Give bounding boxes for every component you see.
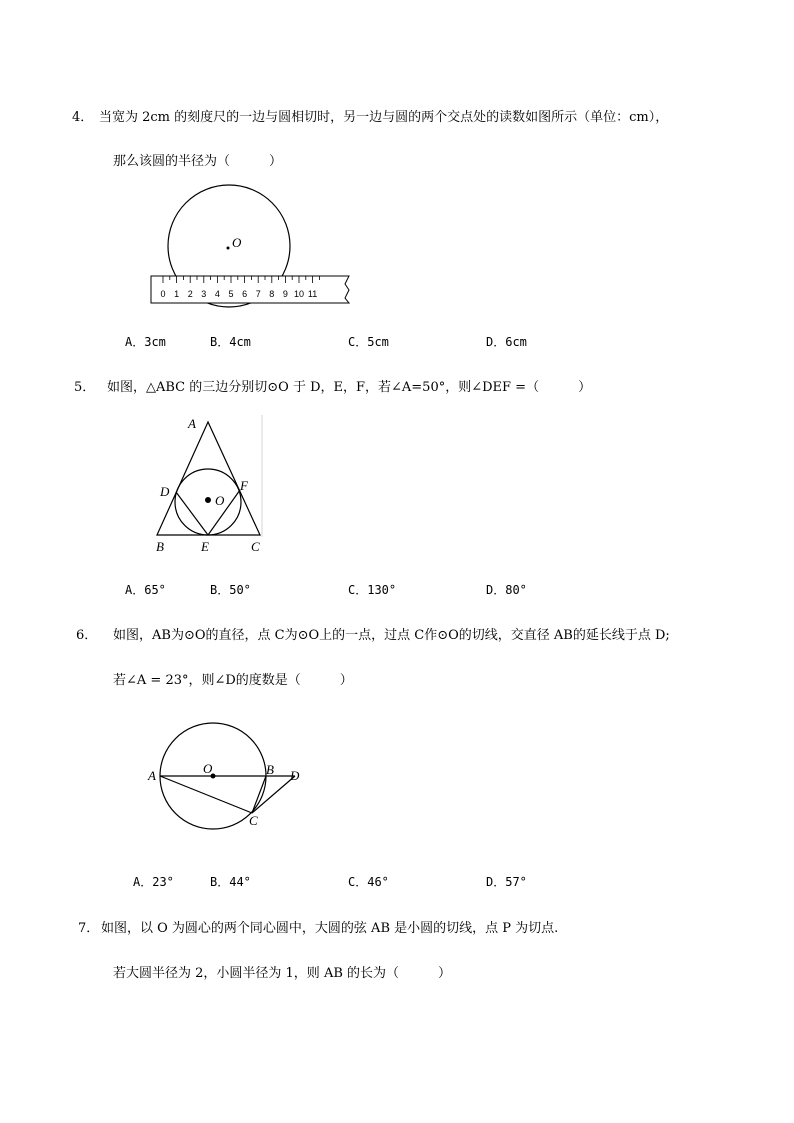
q5-number: 5． bbox=[74, 380, 96, 395]
q7-number: 7． bbox=[78, 921, 100, 936]
q6-segment-ac bbox=[160, 776, 252, 813]
q5-option-d[interactable]: D．80° bbox=[486, 583, 527, 597]
q4-ruler bbox=[151, 276, 349, 303]
q5-label-a: A bbox=[188, 416, 196, 431]
ruler-tick-label: 4 bbox=[214, 289, 220, 299]
q6-label-c: C bbox=[249, 813, 258, 828]
q5-segment-de bbox=[176, 492, 208, 535]
q5-option-c[interactable]: C．130° bbox=[348, 583, 397, 597]
q5-label-c: C bbox=[251, 539, 260, 554]
q4-figure-circle-ruler bbox=[148, 184, 358, 304]
q6-option-b[interactable]: B．44° bbox=[210, 875, 251, 889]
ruler-tick-label: 6 bbox=[242, 289, 248, 299]
q5-label-o: O bbox=[215, 493, 225, 508]
q5-label-f: F bbox=[240, 478, 248, 493]
q5-option-b[interactable]: B．50° bbox=[210, 583, 251, 597]
q6-label-a: A bbox=[148, 768, 156, 783]
q5-label-e: E bbox=[201, 539, 209, 554]
ruler-tick-label: 5 bbox=[228, 289, 234, 299]
q4-text-line2: 那么该圆的半径为（ ） bbox=[113, 154, 283, 169]
q7-text-line1: 如图，以 O 为圆心的两个同心圆中，大圆的弦 AB 是小圆的切线，点 P 为切点. bbox=[101, 921, 559, 936]
ruler-tick-label: 10 bbox=[293, 289, 305, 299]
ruler-tick-label: 3 bbox=[201, 289, 207, 299]
q6-option-d[interactable]: D．57° bbox=[486, 875, 527, 889]
q6-label-d: D bbox=[290, 768, 300, 783]
q5-option-a[interactable]: A．65° bbox=[125, 583, 166, 597]
q5-label-d: D bbox=[160, 484, 170, 499]
q4-number: 4． bbox=[72, 110, 94, 125]
q4-text-line1: 当宽为 2cm 的刻度尺的一边与圆相切时，另一边与圆的两个交点处的读数如图所示（单位：cm）， bbox=[99, 110, 669, 125]
q5-center-dot bbox=[205, 497, 211, 503]
q4-option-a[interactable]: A．3cm bbox=[125, 335, 166, 349]
q5-text-line1: 如图，△ABC 的三边分别切⊙O 于 D，E，F，若∠A=50°，则∠DEF =（ ） bbox=[107, 380, 592, 395]
ruler-tick-label: 8 bbox=[269, 289, 275, 299]
q4-option-b[interactable]: B．4cm bbox=[210, 335, 251, 349]
q4-center-label: O bbox=[232, 235, 242, 250]
q7-text-line2: 若大圆半径为 2，小圆半径为 1，则 AB 的长为（ ） bbox=[113, 966, 452, 981]
ruler-tick-label: 1 bbox=[174, 289, 180, 299]
ruler-tick-label: 0 bbox=[160, 289, 166, 299]
q6-figure-circle-tangent bbox=[145, 712, 315, 852]
q6-text-line1: 如图，AB为⊙O的直径，点 C为⊙O上的一点，过点 C作⊙O的切线，交直径 AB的延长线于点 D; bbox=[113, 628, 670, 643]
ruler-tick-label: 2 bbox=[187, 289, 193, 299]
q6-option-c[interactable]: C．46° bbox=[348, 875, 389, 889]
ruler-tick-label: 9 bbox=[282, 289, 288, 299]
q6-label-o: O bbox=[203, 761, 213, 776]
q5-label-b: B bbox=[156, 539, 164, 554]
q6-text-line2: 若∠A = 23°，则∠D的度数是（ ） bbox=[113, 673, 353, 688]
ruler-tick-label: 7 bbox=[255, 289, 261, 299]
q4-option-c[interactable]: C．5cm bbox=[348, 335, 389, 349]
q6-label-b: B bbox=[266, 762, 274, 777]
q4-center-dot bbox=[227, 247, 230, 250]
ruler-tick-label: 11 bbox=[307, 289, 318, 299]
q4-option-d[interactable]: D．6cm bbox=[486, 335, 527, 349]
q6-option-a[interactable]: A．23° bbox=[133, 875, 174, 889]
q5-figure-triangle-incircle bbox=[152, 412, 272, 557]
q6-number: 6． bbox=[76, 628, 98, 643]
